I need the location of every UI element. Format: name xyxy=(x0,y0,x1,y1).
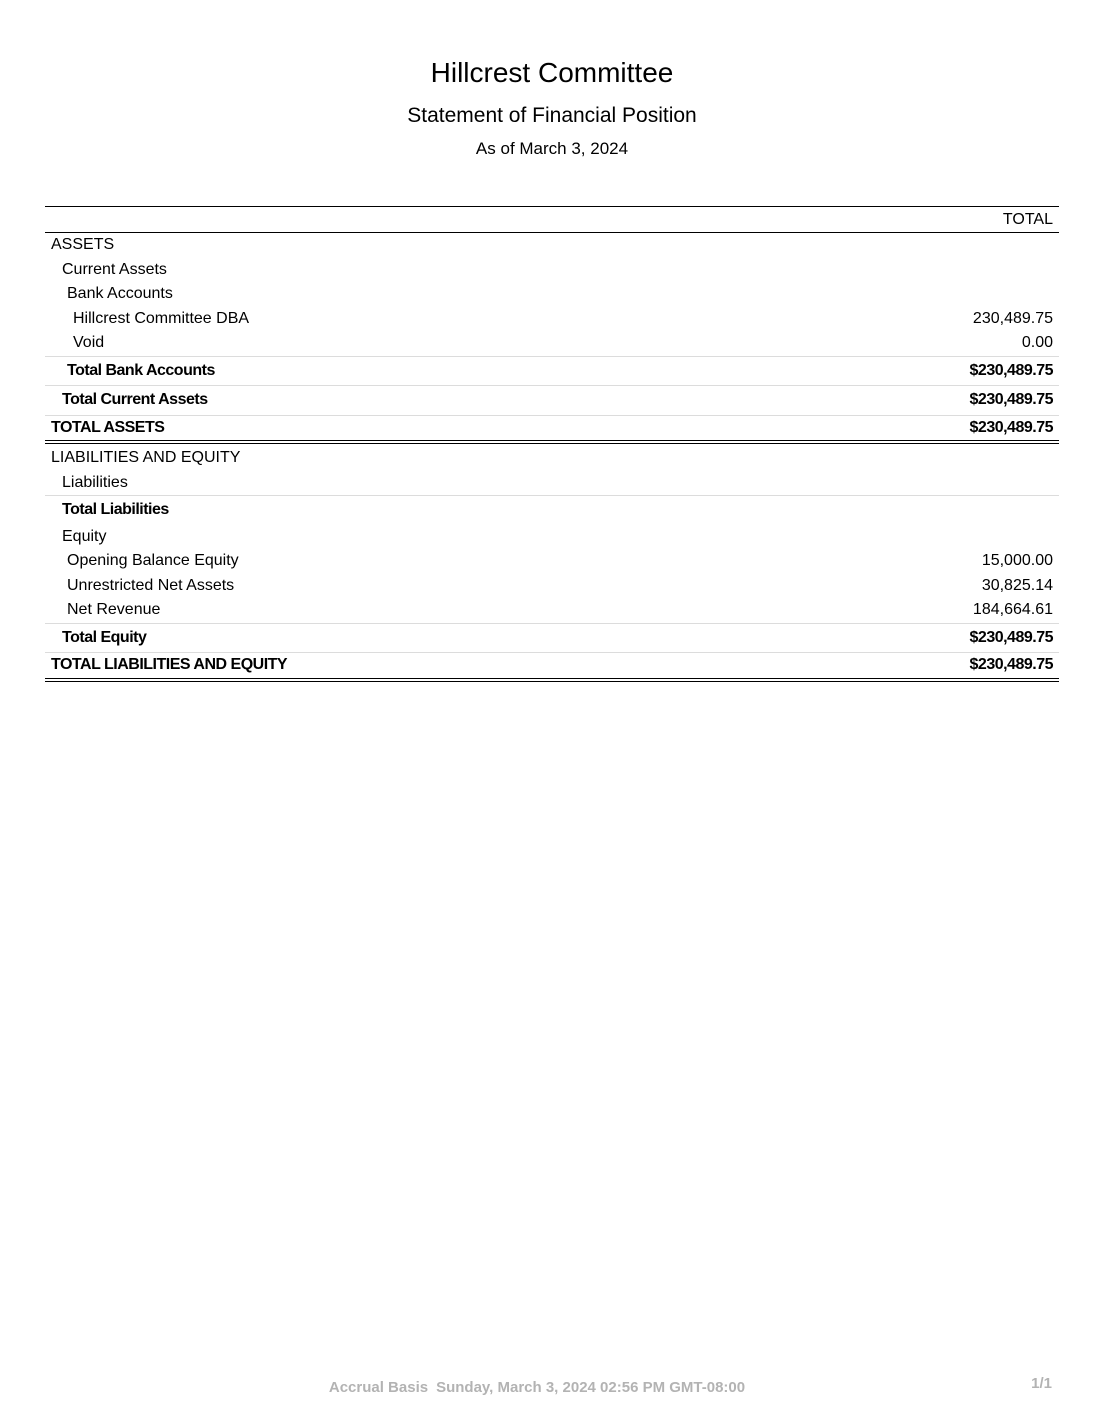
row-label: TOTAL ASSETS xyxy=(51,418,165,436)
column-header-row xyxy=(45,207,1059,233)
subtotal-row xyxy=(45,623,1059,653)
table-row xyxy=(45,258,1059,283)
accounting-basis: Accrual Basis xyxy=(328,1379,429,1396)
row-label: Total Current Assets xyxy=(62,391,208,409)
row-amount: $230,489.75 xyxy=(969,656,1053,674)
row-label: ASSETS xyxy=(51,236,115,254)
column-header-total: TOTAL xyxy=(1002,210,1053,228)
report-date: As of March 3, 2024 xyxy=(475,139,629,158)
table-row xyxy=(45,307,1059,332)
row-label: Net Revenue xyxy=(67,601,161,619)
row-label: TOTAL LIABILITIES AND EQUITY xyxy=(51,656,288,674)
row-label: Opening Balance Equity xyxy=(67,552,239,570)
grand-total-row xyxy=(45,415,1059,445)
report-title: Statement of Financial Position xyxy=(407,104,697,127)
table-row xyxy=(45,233,1059,258)
table-row xyxy=(45,598,1059,623)
row-amount: 30,825.14 xyxy=(981,576,1053,594)
row-label: Equity xyxy=(62,527,107,545)
table-row xyxy=(45,331,1059,356)
table-row xyxy=(45,446,1059,471)
row-label: Total Bank Accounts xyxy=(67,361,215,379)
row-label: Liabilities xyxy=(62,473,128,491)
report-footer xyxy=(0,1379,1074,1396)
table-row xyxy=(45,574,1059,599)
row-amount: 184,664.61 xyxy=(972,601,1053,619)
row-label: Unrestricted Net Assets xyxy=(67,576,235,594)
table-row xyxy=(45,549,1059,574)
row-label: Void xyxy=(73,334,105,352)
row-amount: $230,489.75 xyxy=(969,628,1053,646)
page-number: 1/1 xyxy=(1031,1375,1052,1392)
row-amount: $230,489.75 xyxy=(969,391,1053,409)
company-name: Hillcrest Committee xyxy=(430,57,674,88)
row-amount: $230,489.75 xyxy=(969,418,1053,436)
table-row xyxy=(45,282,1059,307)
row-label: Current Assets xyxy=(62,260,167,278)
financial-position-table xyxy=(45,206,1059,682)
table-row xyxy=(45,471,1059,496)
subtotal-row xyxy=(45,385,1059,415)
row-label: Total Equity xyxy=(62,628,147,646)
row-amount: $230,489.75 xyxy=(969,361,1053,379)
row-amount: 230,489.75 xyxy=(972,309,1053,327)
row-amount: 15,000.00 xyxy=(981,552,1053,570)
row-label: Hillcrest Committee DBA xyxy=(73,309,250,327)
row-label: Bank Accounts xyxy=(67,285,173,303)
row-label: Total Liabilities xyxy=(62,501,169,519)
subtotal-row xyxy=(45,495,1059,525)
table-row xyxy=(45,525,1059,550)
row-label: LIABILITIES AND EQUITY xyxy=(51,449,241,467)
row-amount: 0.00 xyxy=(1021,334,1053,352)
grand-total-row xyxy=(45,652,1059,682)
report-timestamp: Sunday, March 3, 2024 02:56 PM GMT-08:00 xyxy=(436,1379,746,1396)
subtotal-row xyxy=(45,356,1059,386)
